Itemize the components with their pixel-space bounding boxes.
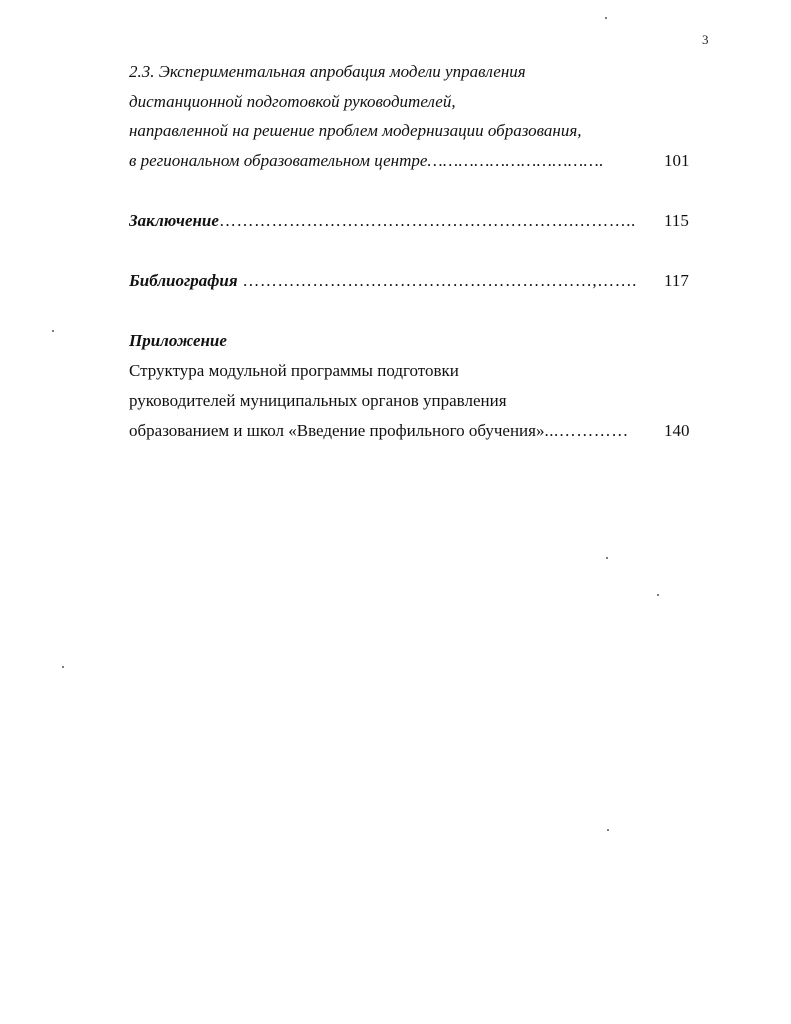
scan-speck bbox=[605, 17, 607, 19]
appendix-line-1: Структура модульной программы подготовки bbox=[129, 361, 459, 380]
bibliography-entry-row bbox=[129, 270, 649, 292]
conclusion-entry-row bbox=[129, 210, 649, 232]
section-2-3-line-2: дистанционной подготовкой руководителей, bbox=[129, 92, 456, 111]
appendix-title: Приложение bbox=[129, 331, 227, 350]
section-2-3-dots: ……………………………. bbox=[427, 151, 604, 170]
conclusion-dots: …………………………………………………….……….. bbox=[218, 211, 636, 230]
section-2-3-page-ref: 101 bbox=[664, 151, 690, 170]
scan-speck bbox=[607, 829, 609, 831]
section-2-3-line-3: направленной на решение проблем модернизации образования, bbox=[129, 121, 582, 140]
appendix-line-2: руководителей муниципальных органов управления bbox=[129, 391, 507, 410]
conclusion-page-ref: 115 bbox=[664, 211, 689, 230]
scan-speck bbox=[52, 330, 54, 332]
section-2-3-line-4: в региональном образовательном центре bbox=[129, 151, 428, 170]
appendix-page-ref: 140 bbox=[664, 421, 690, 440]
appendix-dots: ...………… bbox=[544, 421, 629, 440]
scan-speck bbox=[657, 594, 659, 596]
scan-speck bbox=[62, 666, 64, 668]
scan-speck bbox=[606, 557, 608, 559]
bibliography-page-ref: 117 bbox=[664, 271, 689, 290]
appendix-line-3: образованием и школ «Введение профильного обучения» bbox=[129, 421, 545, 440]
bibliography-dots: ……………………………………………………,……. bbox=[237, 271, 637, 290]
bibliography-title: Библиография bbox=[129, 271, 238, 290]
page-number: 3 bbox=[702, 32, 709, 47]
section-2-3-entry-row bbox=[129, 150, 649, 172]
conclusion-title: Заключение bbox=[129, 211, 219, 230]
section-2-3-line-1: 2.3. Экспериментальная апробация модели управления bbox=[129, 62, 526, 81]
appendix-entry-row bbox=[129, 420, 649, 442]
